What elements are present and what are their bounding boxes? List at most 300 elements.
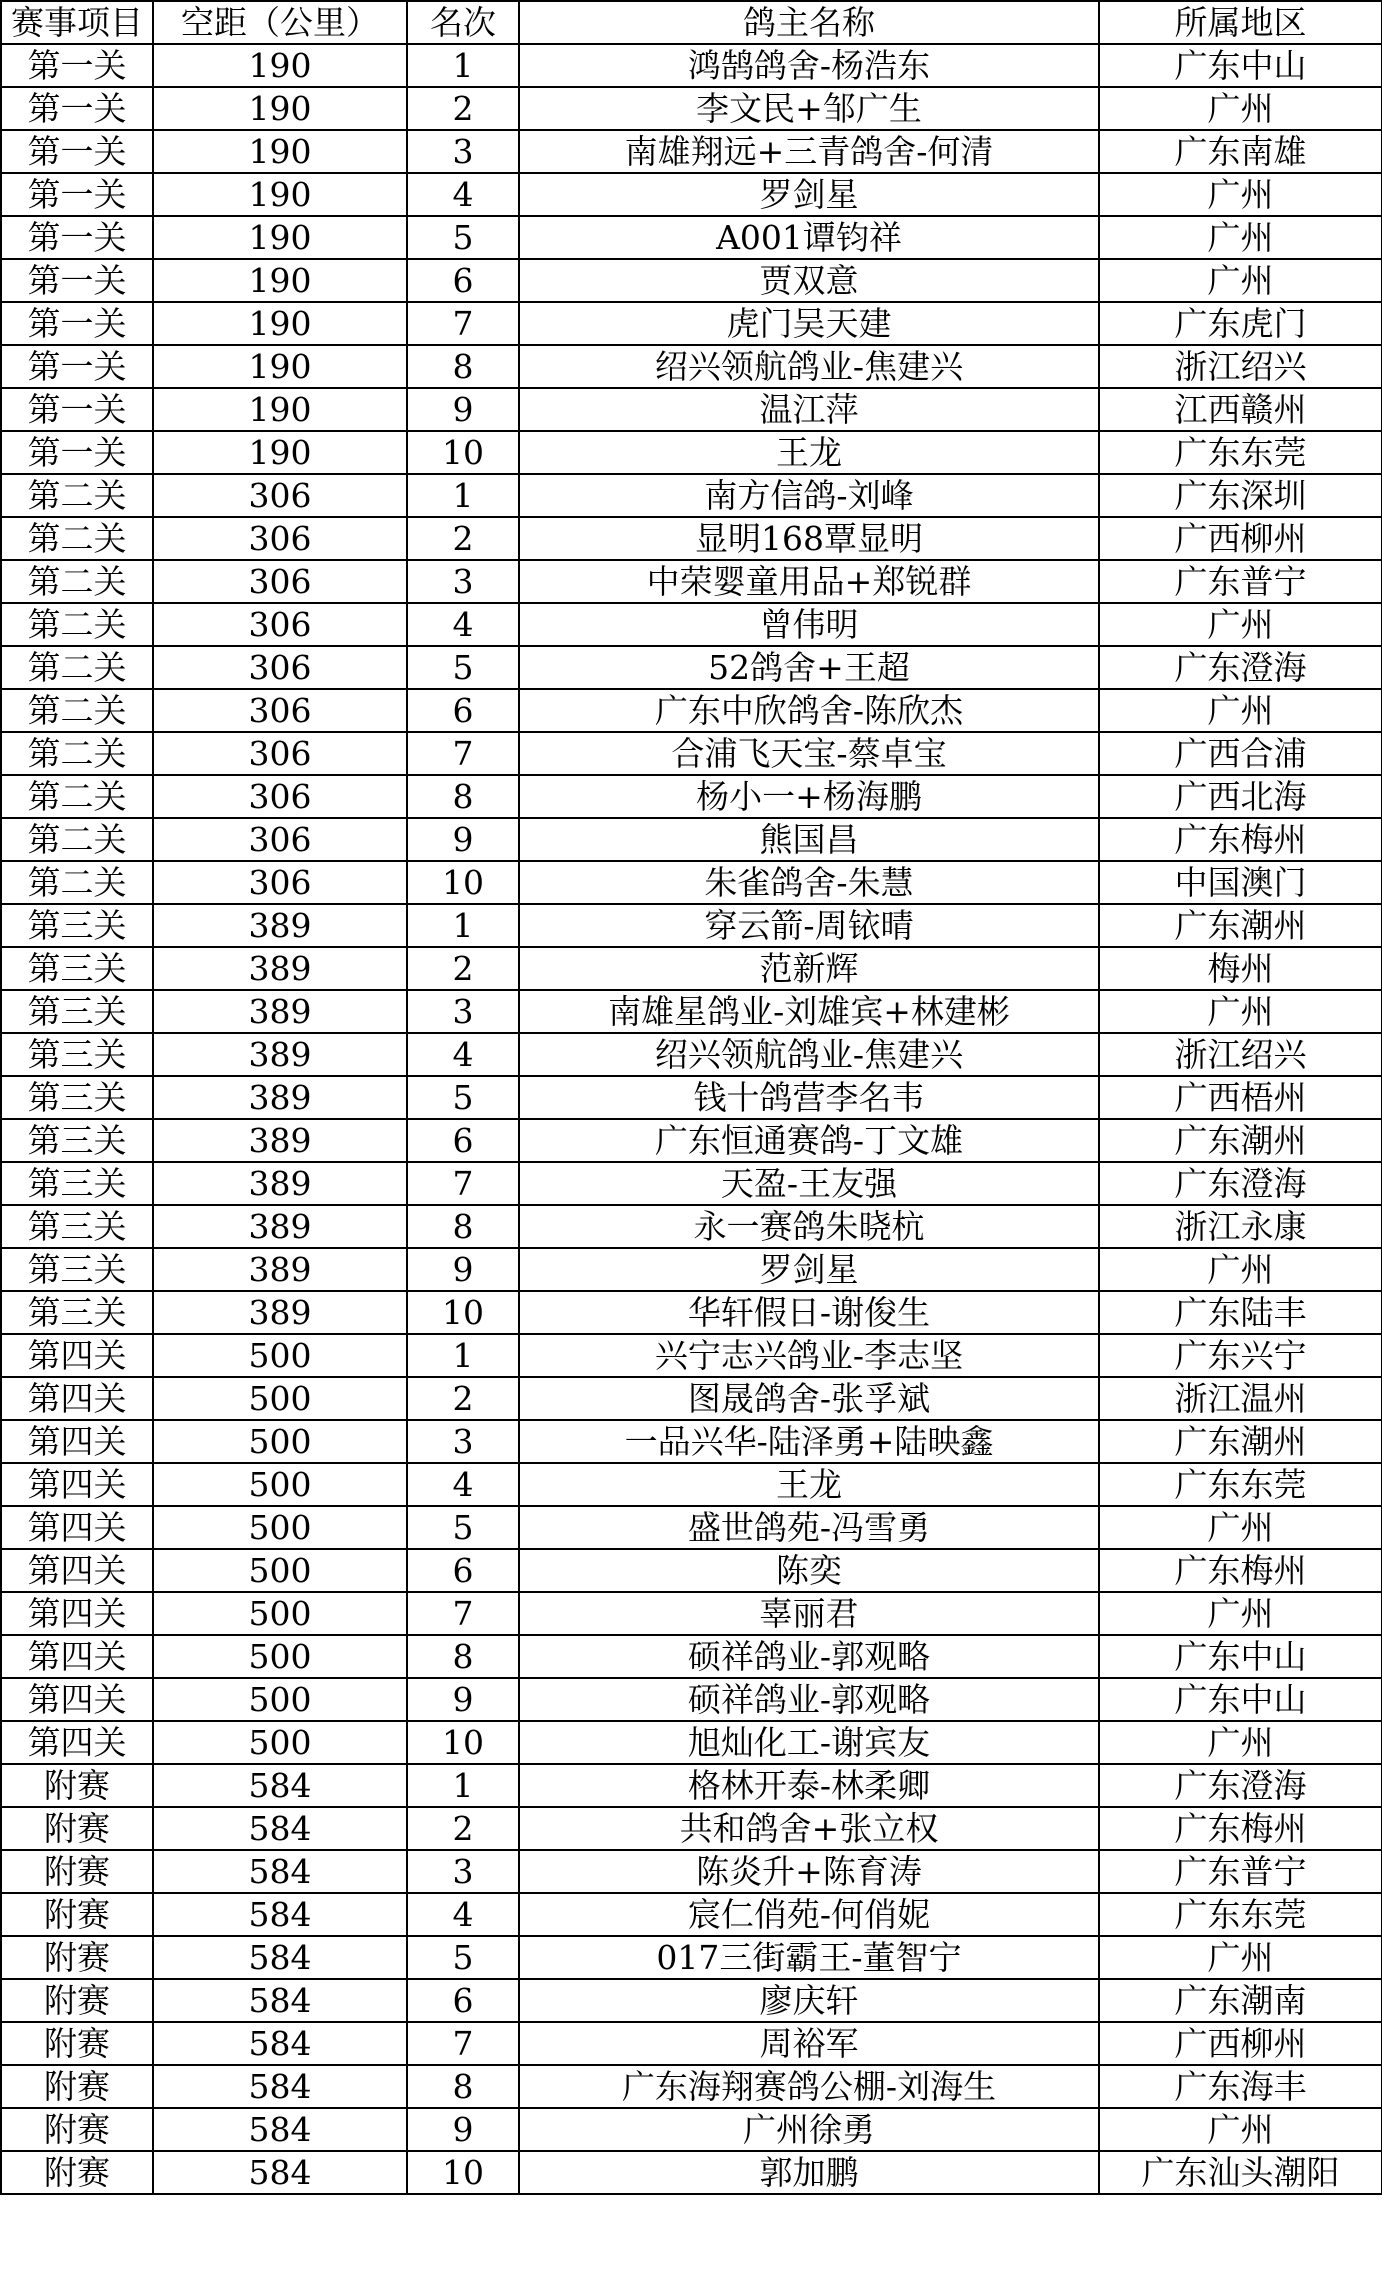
cell-region: 广东梅州 [1099,818,1382,861]
cell-distance: 306 [153,603,407,646]
table-row [1,818,1382,861]
cell-rank: 10 [407,1291,519,1334]
cell-region: 广东兴宁 [1099,1334,1382,1377]
cell-region: 广东潮州 [1099,1119,1382,1162]
table-row [1,474,1382,517]
cell-distance: 389 [153,1119,407,1162]
table-row [1,1334,1382,1377]
cell-owner: 王龙 [519,1463,1099,1506]
table-row [1,990,1382,1033]
cell-region: 广东中山 [1099,1635,1382,1678]
cell-distance: 500 [153,1635,407,1678]
cell-stage: 第三关 [1,990,153,1033]
cell-rank: 3 [407,560,519,603]
cell-rank: 3 [407,1420,519,1463]
cell-distance: 584 [153,2065,407,2108]
cell-stage: 第二关 [1,560,153,603]
table-row [1,1162,1382,1205]
table-row [1,861,1382,904]
cell-stage: 第三关 [1,1291,153,1334]
cell-stage: 第三关 [1,1205,153,1248]
table-row [1,603,1382,646]
cell-distance: 306 [153,474,407,517]
cell-owner: 曾伟明 [519,603,1099,646]
cell-distance: 500 [153,1420,407,1463]
cell-distance: 500 [153,1506,407,1549]
cell-region: 广东汕头潮阳 [1099,2151,1382,2194]
table-row [1,732,1382,775]
header-region: 所属地区 [1099,1,1382,44]
cell-owner: 合浦飞天宝-蔡卓宝 [519,732,1099,775]
cell-rank: 1 [407,1764,519,1807]
table-row [1,646,1382,689]
cell-distance: 584 [153,1936,407,1979]
table-row [1,689,1382,732]
cell-region: 浙江绍兴 [1099,1033,1382,1076]
cell-distance: 190 [153,130,407,173]
cell-rank: 2 [407,947,519,990]
cell-distance: 389 [153,990,407,1033]
cell-rank: 6 [407,1979,519,2022]
cell-owner: 广东恒通赛鸽-丁文雄 [519,1119,1099,1162]
cell-rank: 6 [407,1549,519,1592]
cell-distance: 190 [153,87,407,130]
cell-rank: 8 [407,775,519,818]
cell-stage: 第四关 [1,1549,153,1592]
cell-distance: 306 [153,689,407,732]
cell-rank: 8 [407,1635,519,1678]
cell-rank: 4 [407,603,519,646]
cell-stage: 附赛 [1,2108,153,2151]
cell-stage: 第三关 [1,1119,153,1162]
cell-stage: 第一关 [1,302,153,345]
cell-owner: 鸿鹄鸽舍-杨浩东 [519,44,1099,87]
table-row [1,431,1382,474]
cell-region: 广东虎门 [1099,302,1382,345]
cell-rank: 2 [407,1807,519,1850]
cell-rank: 8 [407,2065,519,2108]
cell-rank: 9 [407,2108,519,2151]
cell-region: 广东潮南 [1099,1979,1382,2022]
cell-rank: 1 [407,1334,519,1377]
table-row [1,1377,1382,1420]
cell-stage: 第一关 [1,87,153,130]
cell-distance: 190 [153,259,407,302]
cell-distance: 389 [153,947,407,990]
cell-rank: 2 [407,87,519,130]
table-row [1,1549,1382,1592]
cell-owner: 广东海翔赛鸽公棚-刘海生 [519,2065,1099,2108]
header-row [1,1,1382,44]
table-row [1,1635,1382,1678]
cell-rank: 7 [407,302,519,345]
cell-region: 中国澳门 [1099,861,1382,904]
cell-stage: 第二关 [1,474,153,517]
cell-owner: 硕祥鸽业-郭观略 [519,1635,1099,1678]
cell-rank: 9 [407,388,519,431]
cell-owner: 盛世鸽苑-冯雪勇 [519,1506,1099,1549]
cell-owner: 绍兴领航鸽业-焦建兴 [519,1033,1099,1076]
cell-owner: 钱十鸽营李名韦 [519,1076,1099,1119]
cell-owner: 辜丽君 [519,1592,1099,1635]
cell-stage: 附赛 [1,2022,153,2065]
cell-region: 广州 [1099,259,1382,302]
cell-owner: 华轩假日-谢俊生 [519,1291,1099,1334]
cell-distance: 584 [153,1979,407,2022]
cell-stage: 第一关 [1,173,153,216]
table-row [1,1850,1382,1893]
cell-region: 广州 [1099,603,1382,646]
cell-stage: 附赛 [1,1893,153,1936]
table-row [1,1893,1382,1936]
cell-rank: 2 [407,517,519,560]
cell-stage: 第一关 [1,345,153,388]
cell-rank: 7 [407,732,519,775]
cell-owner: 周裕军 [519,2022,1099,2065]
cell-stage: 第二关 [1,861,153,904]
cell-stage: 第四关 [1,1678,153,1721]
cell-stage: 附赛 [1,1850,153,1893]
table-row [1,1721,1382,1764]
table-row [1,1420,1382,1463]
header-distance: 空距（公里） [153,1,407,44]
cell-region: 广州 [1099,173,1382,216]
cell-rank: 4 [407,1463,519,1506]
cell-owner: 格林开泰-林柔卿 [519,1764,1099,1807]
cell-owner: 017三街霸王-董智宁 [519,1936,1099,1979]
cell-region: 广西柳州 [1099,517,1382,560]
cell-stage: 第四关 [1,1635,153,1678]
cell-distance: 389 [153,1291,407,1334]
cell-region: 广东东莞 [1099,431,1382,474]
cell-region: 广西柳州 [1099,2022,1382,2065]
cell-distance: 190 [153,173,407,216]
cell-owner: 李文民+邹广生 [519,87,1099,130]
table-row [1,1764,1382,1807]
cell-owner: 熊国昌 [519,818,1099,861]
cell-stage: 第一关 [1,44,153,87]
cell-owner: 硕祥鸽业-郭观略 [519,1678,1099,1721]
cell-stage: 第四关 [1,1721,153,1764]
cell-distance: 306 [153,861,407,904]
table-row [1,216,1382,259]
cell-owner: 广东中欣鸽舍-陈欣杰 [519,689,1099,732]
cell-region: 广州 [1099,1248,1382,1291]
table-row [1,259,1382,302]
cell-owner: 罗剑星 [519,1248,1099,1291]
cell-distance: 190 [153,302,407,345]
cell-distance: 584 [153,2151,407,2194]
cell-stage: 第三关 [1,1076,153,1119]
cell-region: 广东潮州 [1099,904,1382,947]
cell-owner: 王龙 [519,431,1099,474]
cell-stage: 第四关 [1,1420,153,1463]
cell-region: 广东东莞 [1099,1893,1382,1936]
cell-distance: 500 [153,1334,407,1377]
cell-owner: 郭加鹏 [519,2151,1099,2194]
cell-stage: 附赛 [1,1979,153,2022]
cell-stage: 第四关 [1,1506,153,1549]
cell-owner: 广州徐勇 [519,2108,1099,2151]
header-rank: 名次 [407,1,519,44]
cell-distance: 584 [153,1893,407,1936]
cell-owner: 南雄翔远+三青鸽舍-何清 [519,130,1099,173]
cell-stage: 第三关 [1,1162,153,1205]
cell-region: 广州 [1099,1936,1382,1979]
table-row [1,1033,1382,1076]
cell-distance: 190 [153,44,407,87]
cell-distance: 306 [153,560,407,603]
table-header [1,1,1382,44]
cell-region: 广东海丰 [1099,2065,1382,2108]
table-row [1,1463,1382,1506]
cell-owner: A001谭钧祥 [519,216,1099,259]
cell-distance: 584 [153,1850,407,1893]
cell-distance: 500 [153,1377,407,1420]
cell-rank: 5 [407,1936,519,1979]
cell-owner: 52鸽舍+王超 [519,646,1099,689]
cell-distance: 389 [153,1033,407,1076]
table-row [1,517,1382,560]
cell-rank: 5 [407,216,519,259]
table-row [1,2022,1382,2065]
cell-rank: 8 [407,1205,519,1248]
cell-region: 广东潮州 [1099,1420,1382,1463]
cell-rank: 3 [407,1850,519,1893]
cell-distance: 190 [153,345,407,388]
cell-distance: 500 [153,1549,407,1592]
cell-stage: 附赛 [1,1936,153,1979]
cell-rank: 7 [407,2022,519,2065]
table-row [1,1979,1382,2022]
cell-distance: 306 [153,732,407,775]
cell-region: 广东澄海 [1099,1764,1382,1807]
cell-rank: 6 [407,689,519,732]
cell-rank: 6 [407,1119,519,1162]
cell-owner: 陈奕 [519,1549,1099,1592]
cell-stage: 第三关 [1,904,153,947]
table-row [1,302,1382,345]
cell-owner: 杨小一+杨海鹏 [519,775,1099,818]
cell-rank: 4 [407,1033,519,1076]
cell-region: 浙江温州 [1099,1377,1382,1420]
cell-distance: 389 [153,1205,407,1248]
cell-owner: 南方信鸽-刘峰 [519,474,1099,517]
cell-region: 广州 [1099,2108,1382,2151]
cell-stage: 第二关 [1,818,153,861]
cell-stage: 第三关 [1,947,153,990]
cell-distance: 389 [153,904,407,947]
table-row [1,560,1382,603]
table-row [1,388,1382,431]
cell-region: 广东中山 [1099,44,1382,87]
header-stage: 赛事项目 [1,1,153,44]
cell-distance: 389 [153,1162,407,1205]
cell-rank: 7 [407,1592,519,1635]
cell-owner: 陈炎升+陈育涛 [519,1850,1099,1893]
cell-stage: 第一关 [1,431,153,474]
cell-region: 广州 [1099,1506,1382,1549]
cell-distance: 389 [153,1248,407,1291]
cell-region: 广西合浦 [1099,732,1382,775]
cell-region: 广州 [1099,216,1382,259]
cell-rank: 2 [407,1377,519,1420]
cell-distance: 500 [153,1721,407,1764]
cell-region: 广东普宁 [1099,560,1382,603]
cell-stage: 第四关 [1,1377,153,1420]
cell-rank: 6 [407,259,519,302]
table-row [1,44,1382,87]
cell-region: 广州 [1099,1721,1382,1764]
header-owner: 鸽主名称 [519,1,1099,44]
table-row [1,2065,1382,2108]
cell-stage: 第四关 [1,1592,153,1635]
cell-region: 广州 [1099,1592,1382,1635]
cell-distance: 306 [153,517,407,560]
cell-distance: 584 [153,1764,407,1807]
cell-region: 广东深圳 [1099,474,1382,517]
cell-stage: 第二关 [1,732,153,775]
cell-stage: 附赛 [1,1807,153,1850]
cell-rank: 9 [407,818,519,861]
table-row [1,345,1382,388]
cell-stage: 第二关 [1,646,153,689]
cell-stage: 第二关 [1,603,153,646]
cell-rank: 9 [407,1678,519,1721]
cell-distance: 190 [153,388,407,431]
cell-region: 广东澄海 [1099,1162,1382,1205]
cell-stage: 第二关 [1,689,153,732]
cell-region: 广东东莞 [1099,1463,1382,1506]
cell-stage: 第一关 [1,130,153,173]
table-row [1,1076,1382,1119]
cell-distance: 584 [153,2108,407,2151]
table-row [1,1119,1382,1162]
cell-stage: 第一关 [1,259,153,302]
cell-owner: 虎门吴天建 [519,302,1099,345]
cell-rank: 9 [407,1248,519,1291]
cell-distance: 389 [153,1076,407,1119]
cell-stage: 第一关 [1,216,153,259]
cell-region: 广东南雄 [1099,130,1382,173]
cell-distance: 306 [153,775,407,818]
cell-distance: 306 [153,646,407,689]
cell-rank: 3 [407,990,519,1033]
cell-owner: 贾双意 [519,259,1099,302]
cell-region: 广州 [1099,990,1382,1033]
cell-distance: 584 [153,2022,407,2065]
cell-region: 浙江绍兴 [1099,345,1382,388]
table-row [1,2151,1382,2194]
cell-distance: 306 [153,818,407,861]
cell-stage: 第二关 [1,775,153,818]
cell-owner: 穿云箭-周铱晴 [519,904,1099,947]
cell-region: 广东澄海 [1099,646,1382,689]
cell-rank: 4 [407,1893,519,1936]
cell-rank: 8 [407,345,519,388]
table-row [1,2108,1382,2151]
cell-rank: 10 [407,2151,519,2194]
cell-region: 广东梅州 [1099,1549,1382,1592]
cell-distance: 584 [153,1807,407,1850]
cell-owner: 兴宁志兴鸽业-李志坚 [519,1334,1099,1377]
cell-owner: 中荣婴童用品+郑锐群 [519,560,1099,603]
cell-owner: 共和鸽舍+张立权 [519,1807,1099,1850]
cell-stage: 第三关 [1,1033,153,1076]
cell-region: 广西北海 [1099,775,1382,818]
cell-rank: 1 [407,474,519,517]
table-row [1,173,1382,216]
cell-owner: 绍兴领航鸽业-焦建兴 [519,345,1099,388]
cell-rank: 1 [407,44,519,87]
cell-rank: 4 [407,173,519,216]
cell-owner: 图晟鸽舍-张孚斌 [519,1377,1099,1420]
cell-region: 梅州 [1099,947,1382,990]
cell-stage: 附赛 [1,1764,153,1807]
cell-region: 广东中山 [1099,1678,1382,1721]
table-row [1,904,1382,947]
table-row [1,1248,1382,1291]
table-row [1,947,1382,990]
cell-owner: 旭灿化工-谢宾友 [519,1721,1099,1764]
table-row [1,130,1382,173]
table-row [1,775,1382,818]
cell-owner: 罗剑星 [519,173,1099,216]
table-row [1,1678,1382,1721]
cell-region: 浙江永康 [1099,1205,1382,1248]
cell-owner: 温江萍 [519,388,1099,431]
cell-owner: 南雄星鸽业-刘雄宾+林建彬 [519,990,1099,1033]
cell-rank: 3 [407,130,519,173]
cell-owner: 天盈-王友强 [519,1162,1099,1205]
table-row [1,1291,1382,1334]
cell-stage: 第三关 [1,1248,153,1291]
cell-rank: 5 [407,1506,519,1549]
cell-owner: 宸仁俏苑-何俏妮 [519,1893,1099,1936]
cell-stage: 第四关 [1,1334,153,1377]
cell-rank: 1 [407,904,519,947]
cell-distance: 190 [153,216,407,259]
cell-stage: 第二关 [1,517,153,560]
cell-rank: 5 [407,1076,519,1119]
cell-region: 广东普宁 [1099,1850,1382,1893]
cell-owner: 朱雀鸽舍-朱慧 [519,861,1099,904]
table-row [1,1506,1382,1549]
cell-rank: 5 [407,646,519,689]
cell-distance: 500 [153,1463,407,1506]
cell-region: 广西梧州 [1099,1076,1382,1119]
cell-rank: 10 [407,861,519,904]
cell-owner: 永一赛鸽朱晓杭 [519,1205,1099,1248]
cell-rank: 7 [407,1162,519,1205]
table-row [1,87,1382,130]
cell-stage: 附赛 [1,2151,153,2194]
table-body [1,44,1382,2194]
cell-region: 广东陆丰 [1099,1291,1382,1334]
cell-rank: 10 [407,1721,519,1764]
cell-stage: 第四关 [1,1463,153,1506]
cell-region: 广东梅州 [1099,1807,1382,1850]
cell-stage: 第一关 [1,388,153,431]
cell-distance: 190 [153,431,407,474]
cell-rank: 10 [407,431,519,474]
cell-stage: 附赛 [1,2065,153,2108]
table-row [1,1592,1382,1635]
cell-owner: 范新辉 [519,947,1099,990]
cell-region: 江西赣州 [1099,388,1382,431]
cell-distance: 500 [153,1678,407,1721]
cell-owner: 廖庆轩 [519,1979,1099,2022]
